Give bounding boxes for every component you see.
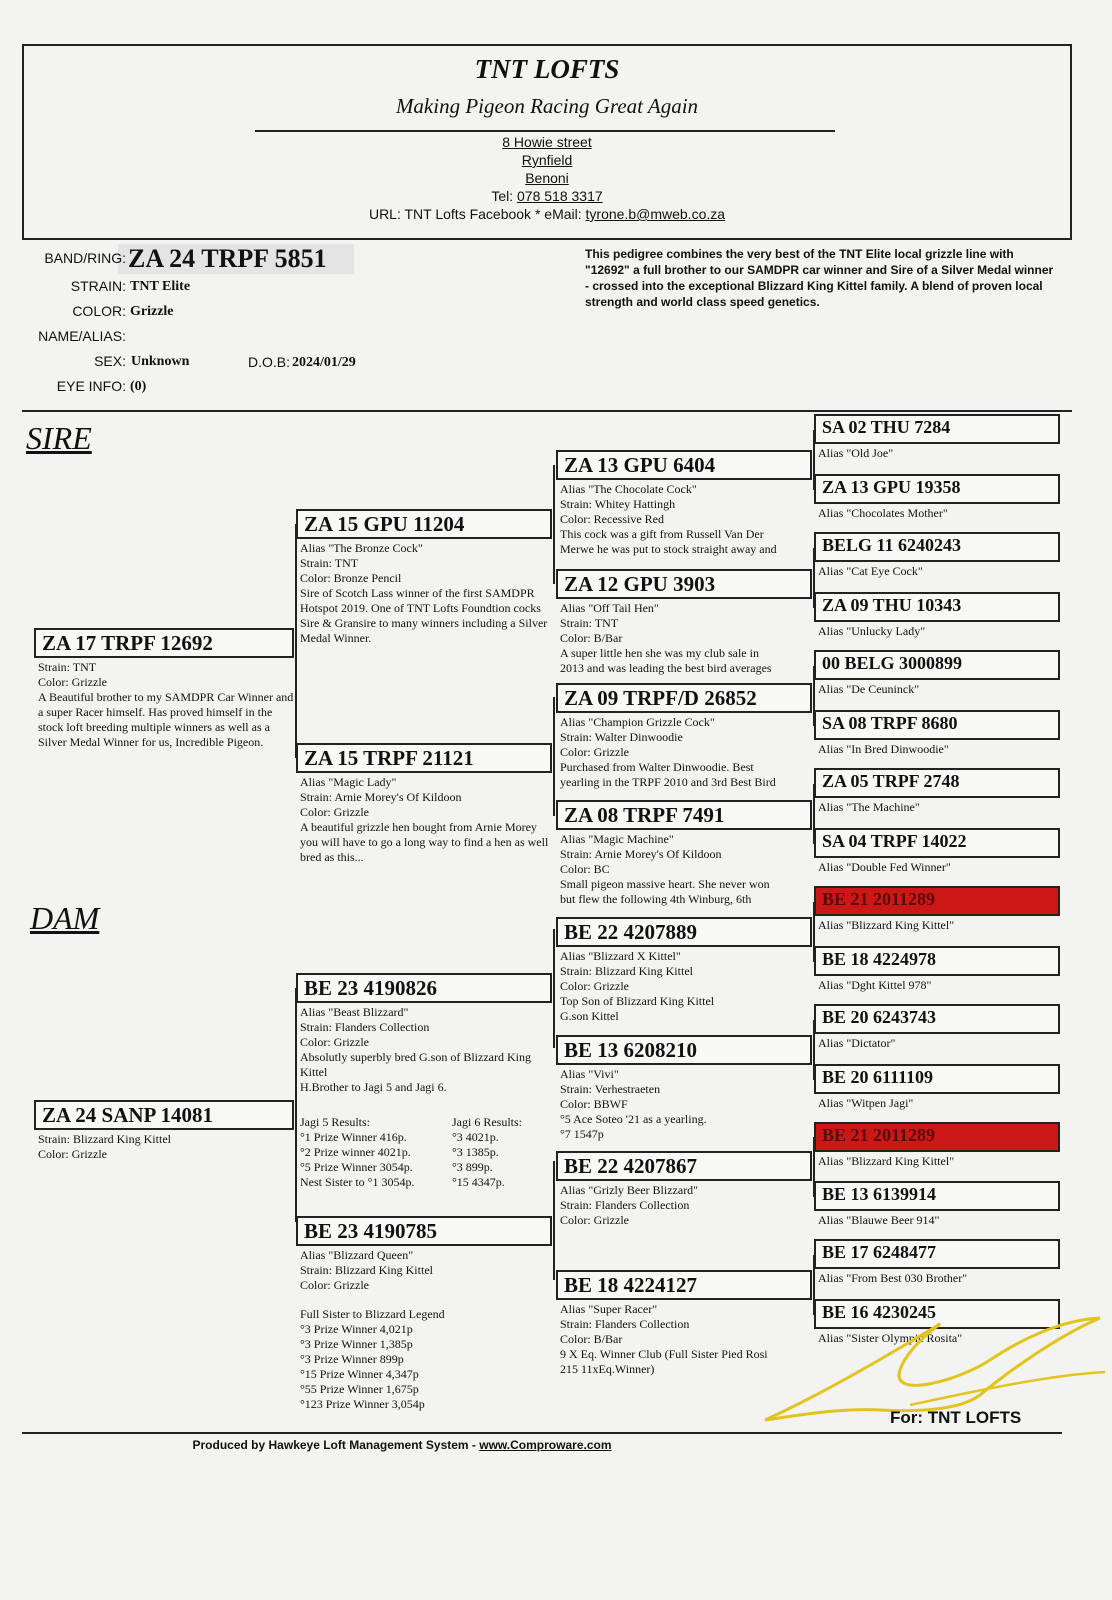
gen4-alias: Alias "Witpen Jagi" [818,1096,914,1110]
strain-label: STRAIN: [70,278,126,294]
sire-ring: ZA 17 TRPF 12692 [34,628,294,658]
gen4-card[interactable] [814,532,1060,581]
gen3-line: Small pigeon massive heart. She never won [560,877,770,891]
gen4-card[interactable] [814,946,1060,995]
gen3-card[interactable] [556,569,816,678]
gen4-ring: ZA 05 TRPF 2748 [814,768,1060,798]
dam-sire-card[interactable] [296,973,554,1097]
dam-dam-result: °15 Prize Winner 4,347p [300,1367,419,1381]
gen3-line: Color: BC [560,862,610,876]
address-city: Benoni [525,170,569,186]
sire-strain: Strain: TNT [38,660,97,674]
gen3-line: Color: Grizzle [560,745,629,759]
footer: Produced by Hawkeye Loft Management System - www.Comproware.com [192,1438,612,1452]
bottom-separator [22,1432,1062,1434]
gen3-line: Strain: Whitey Hattingh [560,497,676,511]
jagi6-result: °3 1385p. [452,1145,499,1159]
jagi6-results [452,1115,552,1190]
gen3-line: Color: Grizzle [560,1213,629,1227]
gen4-alias: Alias "Sister Olympic Rosita" [818,1331,963,1345]
gen4-alias: Alias "Unlucky Lady" [818,624,926,638]
dam-dam-result: °3 Prize Winner 1,385p [300,1337,413,1351]
gen4-ring: SA 08 TRPF 8680 [814,710,1060,740]
dob-value: 2024/01/29 [292,355,356,370]
gen4-card-highlighted[interactable] [814,886,1060,935]
gen4-alias: Alias "Cat Eye Cock" [818,564,923,578]
sire-sire-alias: Alias "The Bronze Cock" [300,541,423,555]
gen4-alias: Alias "From Best 030 Brother" [818,1271,968,1285]
gen4-alias: Alias "Blizzard King Kittel" [818,918,955,932]
address-suburb: Rynfield [521,152,573,168]
gen3-line: Color: Grizzle [560,979,629,993]
gen3-line: Alias "Magic Machine" [560,832,674,846]
gen4-ring: BE 16 4230245 [814,1299,1060,1329]
gen3-card[interactable] [556,683,816,792]
gen3-card[interactable] [556,917,816,1026]
dam-ring: ZA 24 SANP 14081 [34,1100,294,1130]
eye-value: (0) [130,379,147,394]
telephone: Tel: 078 518 3317 [491,188,603,204]
loft-title: TNT LOFTS [474,54,620,84]
gen3-ring: ZA 08 TRPF 7491 [556,800,812,830]
jagi6-result: °3 4021p. [452,1130,499,1144]
gen4-ring: BE 21 2011289 [814,886,1060,916]
color-label: COLOR: [72,303,126,319]
gen3-line: Alias "Vivi" [560,1067,619,1081]
sire-dam-ring: ZA 15 TRPF 21121 [296,743,552,773]
gen4-card[interactable] [814,828,1060,877]
gen4-ring: SA 02 THU 7284 [814,414,1060,444]
gen3-line: 215 11xEq.Winner) [560,1362,655,1376]
gen3-line: Strain: Walter Dinwoodie [560,730,683,744]
gen3-line: Alias "Champion Grizzle Cock" [560,715,715,729]
gen4-alias: Alias "Dght Kittel 978" [818,978,932,992]
gen3-line: Purchased from Walter Dinwoodie. Best [560,760,754,774]
sire-sire-ring: ZA 15 GPU 11204 [296,509,552,539]
gen3-line: Top Son of Blizzard King Kittel [560,994,715,1008]
sire-dam-note: A beautiful grizzle hen bought from Arnie Morey you will have to go a long way to find a hen as well bred as this... [300,820,549,864]
gen4-ring: ZA 13 GPU 19358 [814,474,1060,504]
jagi6-result: °3 899p. [452,1160,493,1174]
gen4-card[interactable] [814,1064,1060,1113]
gen4-alias: Alias "The Machine" [818,800,920,814]
gen3-line: Strain: Flanders Collection [560,1198,690,1212]
gen4-card[interactable] [814,414,1060,463]
dam-dam-result: °123 Prize Winner 3,054p [300,1397,425,1411]
sire-sire-note: Sire of Scotch Lass winner of the first SAMDPR Hotspot 2019. One of TNT Lofts Foundtion cocks Sire & Gransire to many winners including a Silver Medal Winner. [300,586,548,645]
gen3-line: Strain: Arnie Morey's Of Kildoon [560,847,722,861]
dam-dam-result: °3 Prize Winner 899p [300,1352,404,1366]
jagi6-title: Jagi 6 Results: [452,1115,523,1129]
gen4-alias: Alias "Blizzard King Kittel" [818,1154,955,1168]
gen4-alias: Alias "Blauwe Beer 914" [818,1213,940,1227]
gen3-line: Strain: Blizzard King Kittel [560,964,693,978]
gen3-card[interactable] [556,800,816,909]
gen3-line: Merwe he was put to stock straight away and [560,542,777,556]
dam-dam-card[interactable] [296,1216,554,1295]
sire-sire-card[interactable] [296,509,554,648]
dam-heading: DAM [30,900,100,936]
gen4-ring: 00 BELG 3000899 [814,650,1060,680]
band-label: BAND/RING: [44,250,126,266]
band-number: ZA 24 TRPF 5851 [128,244,327,273]
gen3-line: Strain: Verhestraeten [560,1082,661,1096]
sire-note: A Beautiful brother to my SAMDPR Car Winner and a super Racer himself. Has proved himself in the stock loft breeding multiple winners as well as a Silver Medal Winner for us, Incredible Pigeon. [38,690,294,749]
gen3-line: Alias "Blizzard X Kittel" [560,949,681,963]
sire-sire-strain: Strain: TNT [300,556,359,570]
jagi5-result: °2 Prize winner 4021p. [300,1145,411,1159]
gen3-card[interactable] [556,450,816,559]
gen3-ring: ZA 12 GPU 3903 [556,569,812,599]
gen4-card[interactable] [814,592,1060,641]
jagi5-title: Jagi 5 Results: [300,1115,371,1129]
gen3-line: 2013 and was leading the best bird averages [560,661,772,675]
dam-sire-ring: BE 23 4190826 [296,973,552,1003]
gen4-alias: Alias "Dictator" [818,1036,896,1050]
gen4-ring: SA 04 TRPF 14022 [814,828,1060,858]
gen4-alias: Alias "Old Joe" [818,446,894,460]
dam-dam-ring: BE 23 4190785 [296,1216,552,1246]
dam-dam-strain: Strain: Blizzard King Kittel [300,1263,433,1277]
gen3-card[interactable] [556,1035,816,1144]
sire-heading: SIRE [26,420,92,456]
sire-sire-color: Color: Bronze Pencil [300,571,402,585]
gen3-line: Alias "The Chocolate Cock" [560,482,697,496]
gen4-alias: Alias "De Ceuninck" [818,682,920,696]
sire-dam-alias: Alias "Magic Lady" [300,775,397,789]
gen3-line: Alias "Super Racer" [560,1302,658,1316]
gen3-line: yearling in the TRPF 2010 and 3rd Best Bird [560,775,776,789]
contact-line: URL: TNT Lofts Facebook * eMail: tyrone.b@mweb.co.za [368,206,726,222]
gen4-card[interactable] [814,768,1060,817]
sire-color: Color: Grizzle [38,675,107,689]
gen3-line: but flew the following 4th Winburg, 6th [560,892,752,906]
strain-value: TNT Elite [130,279,191,294]
gen4-card-highlighted[interactable] [814,1122,1060,1171]
gen3-line: 9 X Eq. Winner Club (Full Sister Pied Rosi [560,1347,768,1361]
footer-link[interactable]: www.Comproware.com [479,1438,612,1452]
gen4-ring: BE 18 4224978 [814,946,1060,976]
gen4-card[interactable] [814,1004,1060,1053]
sire-card[interactable] [34,628,304,752]
color-value: Grizzle [130,304,174,319]
gen4-ring: BE 21 2011289 [814,1122,1060,1152]
gen4-card[interactable] [814,650,1060,699]
gen3-line: Strain: Flanders Collection [560,1317,690,1331]
gen3-line: Color: Recessive Red [560,512,664,526]
address-street: 8 Howie street [502,134,592,150]
gen3-line: A super little hen she was my club sale in [560,646,759,660]
gen3-ring: BE 18 4224127 [556,1270,812,1300]
gen4-card[interactable] [814,1239,1060,1288]
gen4-ring: BE 17 6248477 [814,1239,1060,1269]
jagi5-results [300,1115,440,1190]
pedigree-description: This pedigree combines the very best of the TNT Elite local grizzle line with "12692" a full brother to our SAMDPR car winner and Sire of a Silver Medal winner - crossed into the exceptional Blizzard King Kittel family. A blend of proven local strength and world class speed genetics. [585,247,1054,309]
gen4-card[interactable] [814,710,1060,759]
dam-dam-results [300,1307,500,1412]
jagi5-result: Nest Sister to °1 3054p. [300,1175,415,1189]
gen4-card[interactable] [814,1181,1060,1230]
gen3-line: Color: BBWF [560,1097,628,1111]
gen3-ring: BE 13 6208210 [556,1035,812,1065]
gen3-ring: ZA 09 TRPF/D 26852 [556,683,812,713]
dam-strain: Strain: Blizzard King Kittel [38,1132,171,1146]
gen4-ring: ZA 09 THU 10343 [814,592,1060,622]
gen3-card[interactable] [556,1151,816,1230]
gen4-ring: BE 20 6111109 [814,1064,1060,1094]
dam-dam-result: °3 Prize Winner 4,021p [300,1322,413,1336]
gen3-line: Strain: TNT [560,616,619,630]
gen3-line: °7 1547p [560,1127,604,1141]
gen4-ring: BE 20 6243743 [814,1004,1060,1034]
dam-sire-alias: Alias "Beast Blizzard" [300,1005,409,1019]
jagi5-result: °5 Prize Winner 3054p. [300,1160,413,1174]
gen4-card[interactable] [814,474,1060,523]
gen3-ring: ZA 13 GPU 6404 [556,450,812,480]
gen3-line: G.son Kittel [560,1009,619,1023]
dam-dam-note: Full Sister to Blizzard Legend [300,1307,445,1321]
gen4-ring: BELG 11 6240243 [814,532,1060,562]
gen4-alias: Alias "In Bred Dinwoodie" [818,742,949,756]
gen3-line: Alias "Grizly Beer Blizzard" [560,1183,699,1197]
gen4-alias: Alias "Chocolates Mother" [818,506,948,520]
gen3-line: Alias "Off Tail Hen" [560,601,659,615]
gen3-line: Color: B/Bar [560,631,623,645]
gen3-ring: BE 22 4207867 [556,1151,812,1181]
gen3-line: This cock was a gift from Russell Van Der [560,527,764,541]
sire-dam-color: Color: Grizzle [300,805,369,819]
loft-slogan: Making Pigeon Racing Great Again [395,94,699,118]
dam-color: Color: Grizzle [38,1147,107,1161]
dam-dam-result: °55 Prize Winner 1,675p [300,1382,419,1396]
gen3-line: °5 Ace Soteo '21 as a yearling. [560,1112,707,1126]
sex-value: Unknown [131,354,190,369]
dam-dam-alias: Alias "Blizzard Queen" [300,1248,414,1262]
dam-sire-color: Color: Grizzle [300,1035,369,1049]
dam-sire-strain: Strain: Flanders Collection [300,1020,430,1034]
gen3-ring: BE 22 4207889 [556,917,812,947]
gen4-ring: BE 13 6139914 [814,1181,1060,1211]
dam-sire-note-2: H.Brother to Jagi 5 and Jagi 6. [300,1080,447,1094]
gen4-alias: Alias "Double Fed Winner" [818,860,951,874]
dam-card[interactable] [34,1100,294,1164]
dam-dam-color: Color: Grizzle [300,1278,369,1292]
eye-label: EYE INFO: [56,378,126,394]
jagi5-result: °1 Prize Winner 416p. [300,1130,407,1144]
email-link[interactable]: tyrone.b@mweb.co.za [585,206,726,222]
signoff: For: TNT LOFTS [890,1408,1022,1427]
dam-sire-note: Absolutly superbly bred G.son of Blizzard King Kittel [300,1050,531,1079]
name-label: NAME/ALIAS: [38,328,126,344]
dob-label: D.O.B: [247,354,290,370]
sire-dam-card[interactable] [296,743,554,867]
jagi6-result: °15 4347p. [452,1175,505,1189]
gen3-line: Color: B/Bar [560,1332,623,1346]
sire-dam-strain: Strain: Arnie Morey's Of Kildoon [300,790,462,804]
sex-label: SEX: [94,353,126,369]
